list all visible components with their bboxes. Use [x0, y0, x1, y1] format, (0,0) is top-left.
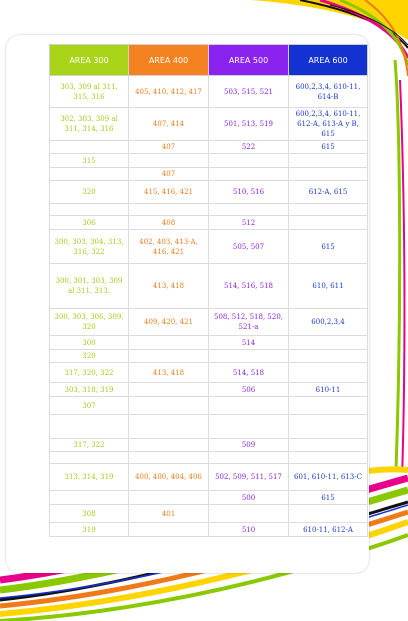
- table-cell-area-600: 610-11: [289, 383, 368, 397]
- table-cell-area-500: 508, 512, 518, 520, 521-a: [209, 309, 289, 336]
- table-cell-area-400: [129, 523, 209, 537]
- table-cell-area-400: 415, 416, 421: [129, 181, 209, 204]
- table-cell-area-500: 505, 507: [209, 230, 289, 264]
- table-cell-area-300: 320: [50, 181, 129, 204]
- table-row: [50, 76, 368, 108]
- table-cell-area-600: [289, 350, 368, 363]
- table-cell-area-600: 615: [289, 141, 368, 154]
- table-cell-area-400: 407: [129, 141, 209, 154]
- table-cell-area-600: [289, 154, 368, 168]
- table-cell-area-300: 300, 303, 306, 309, 320: [50, 309, 129, 336]
- table-row: [50, 464, 368, 491]
- table-cell-area-500: 506: [209, 383, 289, 397]
- table-cell-area-300: [50, 141, 129, 154]
- table-cell-area-400: 409, 420, 421: [129, 309, 209, 336]
- table-cell-area-300: 319: [50, 523, 129, 537]
- table-header-row: [50, 45, 368, 76]
- table-row: [50, 216, 368, 230]
- table-cell-area-300: 313, 314, 319: [50, 464, 129, 491]
- table-cell-area-400: [129, 383, 209, 397]
- table-row: [50, 204, 368, 216]
- table-cell-area-300: 300, 301, 303, 309 al 311, 313.: [50, 264, 129, 309]
- table-cell-area-300: 302, 303, 309 al 311, 314, 316: [50, 108, 129, 141]
- table-cell-area-400: 402, 403, 413-A, 416, 421: [129, 230, 209, 264]
- table-cell-area-500: [209, 204, 289, 216]
- table-cell-area-600: [289, 336, 368, 350]
- table-row: [50, 505, 368, 523]
- table-cell-area-600: [289, 505, 368, 523]
- table-row: [50, 363, 368, 383]
- table-cell-area-300: 315: [50, 154, 129, 168]
- table-row: [50, 336, 368, 350]
- table-row: [50, 181, 368, 204]
- table-cell-area-300: 306: [50, 216, 129, 230]
- table-row: [50, 439, 368, 452]
- table-cell-area-300: 317, 320, 322: [50, 363, 129, 383]
- table-cell-area-500: 510: [209, 523, 289, 537]
- table-cell-area-500: [209, 397, 289, 415]
- table-cell-area-600: 600,2,3,4, 610-11, 612-A, 613-A y B, 615: [289, 108, 368, 141]
- table-cell-area-300: 303, 318, 319: [50, 383, 129, 397]
- table-row: [50, 309, 368, 336]
- table-cell-area-500: [209, 154, 289, 168]
- table-cell-area-300: 303, 309 al 311, 315, 316: [50, 76, 129, 108]
- table-cell-area-600: 600,2,3,4, 610-11, 614-B: [289, 76, 368, 108]
- table-row: [50, 154, 368, 168]
- table-cell-area-400: 407: [129, 168, 209, 181]
- table-cell-area-400: [129, 452, 209, 464]
- table-cell-area-600: [289, 397, 368, 415]
- table-cell-area-500: [209, 452, 289, 464]
- table-row: [50, 415, 368, 439]
- table-cell-area-400: [129, 336, 209, 350]
- table-cell-area-500: 502, 509, 511, 517: [209, 464, 289, 491]
- table-cell-area-600: [289, 452, 368, 464]
- table-cell-area-500: 514, 518: [209, 363, 289, 383]
- table-row: [50, 264, 368, 309]
- table-cell-area-500: [209, 505, 289, 523]
- table-cell-area-300: 307: [50, 397, 129, 415]
- table-cell-area-400: [129, 415, 209, 439]
- table-cell-area-400: 413, 418: [129, 363, 209, 383]
- table-cell-area-300: 317, 322: [50, 439, 129, 452]
- table-cell-area-400: 408: [129, 216, 209, 230]
- table-cell-area-400: [129, 154, 209, 168]
- table-cell-area-300: [50, 415, 129, 439]
- table-cell-area-300: [50, 452, 129, 464]
- table-cell-area-600: 612-A, 615: [289, 181, 368, 204]
- table-cell-area-400: [129, 491, 209, 505]
- table-cell-area-400: [129, 439, 209, 452]
- table-cell-area-500: 501, 513, 519: [209, 108, 289, 141]
- table-cell-area-400: [129, 350, 209, 363]
- table-cell-area-500: 510, 516: [209, 181, 289, 204]
- table-cell-area-500: [209, 350, 289, 363]
- table-cell-area-400: 401: [129, 505, 209, 523]
- table-cell-area-300: [50, 168, 129, 181]
- table-row: [50, 350, 368, 363]
- table-row: [50, 141, 368, 154]
- table-cell-area-600: [289, 415, 368, 439]
- table-cell-area-300: 308: [50, 505, 129, 523]
- table-cell-area-500: 500: [209, 491, 289, 505]
- table-cell-area-300: 300: [50, 336, 129, 350]
- table-cell-area-400: 405, 410, 412, 417: [129, 76, 209, 108]
- table-cell-area-500: 503, 515, 521: [209, 76, 289, 108]
- table-cell-area-400: 400, 400, 404, 406: [129, 464, 209, 491]
- table-cell-area-500: 509: [209, 439, 289, 452]
- table-cell-area-500: [209, 415, 289, 439]
- table-cell-area-500: 522: [209, 141, 289, 154]
- table-cell-area-600: [289, 168, 368, 181]
- table-row: [50, 523, 368, 537]
- table-row: [50, 452, 368, 464]
- table-row: [50, 397, 368, 415]
- table-cell-area-300: 320: [50, 350, 129, 363]
- table-cell-area-500: [209, 168, 289, 181]
- table-cell-area-400: [129, 204, 209, 216]
- header-area-500: AREA 500: [209, 45, 289, 76]
- table-cell-area-600: [289, 439, 368, 452]
- table-cell-area-400: [129, 397, 209, 415]
- table-cell-area-600: 615: [289, 230, 368, 264]
- table-cell-area-600: [289, 363, 368, 383]
- table-row: [50, 168, 368, 181]
- table-row: [50, 108, 368, 141]
- table-cell-area-500: 514, 516, 518: [209, 264, 289, 309]
- table-cell-area-400: 413, 418: [129, 264, 209, 309]
- table-cell-area-600: 601, 610-11, 613-C: [289, 464, 368, 491]
- table-cell-area-300: [50, 491, 129, 505]
- header-area-600: AREA 600: [289, 45, 368, 76]
- table-cell-area-600: [289, 204, 368, 216]
- table-cell-area-600: 615: [289, 491, 368, 505]
- table-cell-area-500: 514: [209, 336, 289, 350]
- header-area-300: AREA 300: [50, 45, 129, 76]
- header-area-400: AREA 400: [129, 45, 209, 76]
- table-row: [50, 230, 368, 264]
- table-cell-area-600: 610, 611: [289, 264, 368, 309]
- table-cell-area-500: 512: [209, 216, 289, 230]
- table-row: [50, 491, 368, 505]
- table-cell-area-300: [50, 204, 129, 216]
- table-cell-area-400: 407, 414: [129, 108, 209, 141]
- table-cell-area-600: 610-11, 612-A: [289, 523, 368, 537]
- table-cell-area-300: 300, 303, 304, 313, 316, 322: [50, 230, 129, 264]
- table-row: [50, 383, 368, 397]
- table-cell-area-600: [289, 216, 368, 230]
- areas-table: [49, 44, 368, 537]
- table-cell-area-600: 600,2,3,4: [289, 309, 368, 336]
